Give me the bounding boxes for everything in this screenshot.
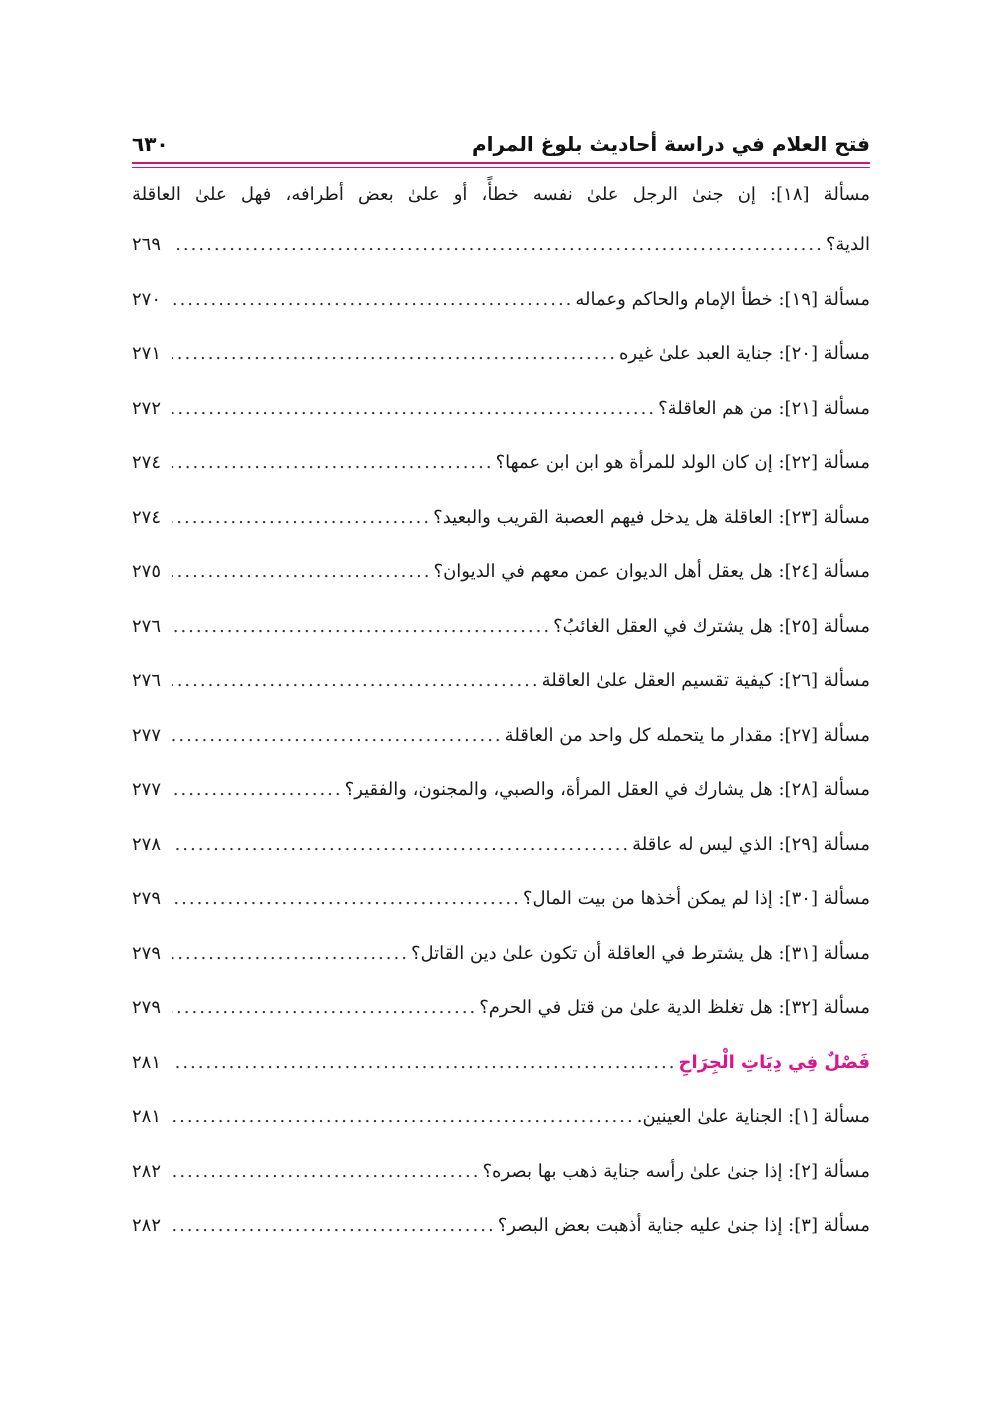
leader-dots (172, 382, 658, 437)
leader-dots (172, 981, 479, 1036)
toc-page-number: ٢٧٩ (132, 942, 162, 964)
toc-entry-text: مسألة [١٩]: خطأ الإمام والحاكم وعماله (575, 288, 870, 310)
toc-page-number: ٢٧٥ (132, 561, 162, 582)
toc-page-number: ٢٨١ (132, 1051, 162, 1073)
leader-dots (172, 491, 433, 546)
toc-entry-text: مسألة [٢٠]: جناية العبد علىٰ غيره (618, 343, 870, 364)
toc-entry-text: مسألة [١٨]: إن جنىٰ الرجل علىٰ نفسه خطأً، أو علىٰ بعض أطرافه، فهل علىٰ العاقلة (132, 184, 870, 205)
toc-entry-text: مسألة [٣١]: هل يشترط في العاقلة أن تكون علىٰ دين القاتل؟ (410, 942, 870, 964)
leader-dots (172, 763, 345, 818)
leader-dots (172, 1199, 498, 1254)
leader-dots (172, 273, 575, 328)
toc-entry-text: مسألة [٢٥]: هل يشترك في العقل الغائبُ؟ (553, 615, 870, 637)
toc-entry (132, 654, 870, 709)
toc-page-number: ٢٨١ (132, 1106, 162, 1127)
toc-entry-text: مسألة [٢٩]: الذي ليس له عاقلة (632, 833, 870, 855)
leader-dots (172, 1036, 679, 1091)
toc-entry (132, 327, 870, 382)
toc-page-number: ٢٧٧ (132, 724, 162, 746)
toc-page-number: ٢٧٠ (132, 288, 162, 310)
toc-entry-text: مسألة [٢٧]: مقدار ما يتحمله كل واحد من العاقلة (504, 724, 870, 746)
toc-entry (132, 872, 870, 927)
toc-entry (132, 1145, 870, 1200)
toc-page-number: ٢٧٨ (132, 833, 162, 855)
toc-entry-text: مسألة [١]: الجناية علىٰ العينين. (636, 1106, 870, 1127)
toc-page-number: ٢٧٤ (132, 506, 162, 528)
leader-dots (172, 327, 619, 382)
toc-entry (132, 273, 870, 328)
toc-entry-text: مسألة [٢٨]: هل يشارك في العقل المرأة، والصبي، والمجنون، والفقير؟ (344, 779, 870, 800)
leader-dots (172, 1090, 637, 1145)
toc-entry-text: مسألة [٢١]: من هم العاقلة؟ (658, 397, 870, 419)
leader-dots (172, 654, 542, 709)
toc-entry (132, 709, 870, 764)
table-of-contents (132, 172, 870, 1254)
toc-page-number: ٢٧٩ (132, 997, 162, 1018)
toc-section-heading (132, 1036, 870, 1091)
toc-entry (132, 545, 870, 600)
toc-page-number: ٢٨٢ (132, 1160, 162, 1182)
leader-dots (172, 709, 505, 764)
toc-entry-text: مسألة [٣٠]: إذا لم يمكن أخذها من بيت المال؟ (522, 888, 870, 909)
leader-dots (172, 818, 632, 873)
page-number: ٦٣٠ (132, 132, 169, 156)
leader-dots (172, 927, 411, 982)
running-title: فتح العلام في دراسة أحاديث بلوغ المرام (471, 132, 870, 156)
toc-entry-text: مسألة [٢٢]: إن كان الولد للمرأة هو ابن ابن عمها؟ (495, 452, 870, 473)
leader-dots (172, 872, 523, 927)
toc-page-number: ٢٧٩ (132, 888, 162, 909)
page-header (132, 118, 870, 162)
header-rule (132, 162, 870, 172)
toc-entry-text: مسألة [٢٤]: هل يعقل أهل الديوان عمن معهم في الديوان؟ (433, 561, 870, 582)
toc-entry (132, 981, 870, 1036)
toc-entry-18-line1 (132, 172, 870, 218)
toc-entry-text: مسألة [٣]: إذا جنىٰ عليه جناية أذهبت بعض البصر؟ (497, 1215, 870, 1236)
toc-entry-18-line2 (132, 218, 870, 273)
toc-entry (132, 491, 870, 546)
toc-entry (132, 600, 870, 655)
leader-dots (172, 545, 434, 600)
toc-entry (132, 1199, 870, 1254)
toc-page-number: ٢٧٢ (132, 397, 162, 419)
toc-entry (132, 382, 870, 437)
toc-entry-text: الدية؟ (825, 234, 870, 255)
toc-page-number: ٢٧٦ (132, 615, 162, 637)
toc-entry (132, 927, 870, 982)
toc-page-number: ٢٧١ (132, 343, 162, 364)
toc-page-number: ٢٧٧ (132, 779, 162, 800)
section-title: فَصْلٌ فِي دِيَاتِ الْجِرَاحِ (678, 1051, 870, 1073)
toc-entry-text: مسألة [٢٦]: كيفية تقسيم العقل علىٰ العاقلة (541, 670, 870, 691)
toc-page-number: ٢٧٦ (132, 670, 162, 691)
toc-entry (132, 818, 870, 873)
document-page (132, 118, 870, 1254)
toc-page-number: ٢٧٤ (132, 452, 162, 473)
leader-dots (172, 218, 826, 273)
toc-entry-text: مسألة [٢٣]: العاقلة هل يدخل فيهم العصبة القريب والبعيد؟ (433, 506, 870, 528)
toc-page-number: ٢٨٢ (132, 1215, 162, 1236)
toc-page-number: ٢٦٩ (132, 234, 162, 255)
toc-entry-text: مسألة [٢]: إذا جنىٰ علىٰ رأسه جناية ذهب بها بصره؟ (482, 1160, 870, 1182)
leader-dots (172, 436, 496, 491)
header-rule-thin (132, 167, 870, 168)
leader-dots (172, 1145, 482, 1200)
toc-entry (132, 1090, 870, 1145)
header-rule-thick (132, 162, 870, 164)
leader-dots (172, 600, 553, 655)
toc-entry-text: مسألة [٣٢]: هل تغلظ الدية علىٰ من قتل في الحرم؟ (479, 997, 870, 1018)
toc-entry (132, 436, 870, 491)
toc-entry (132, 763, 870, 818)
